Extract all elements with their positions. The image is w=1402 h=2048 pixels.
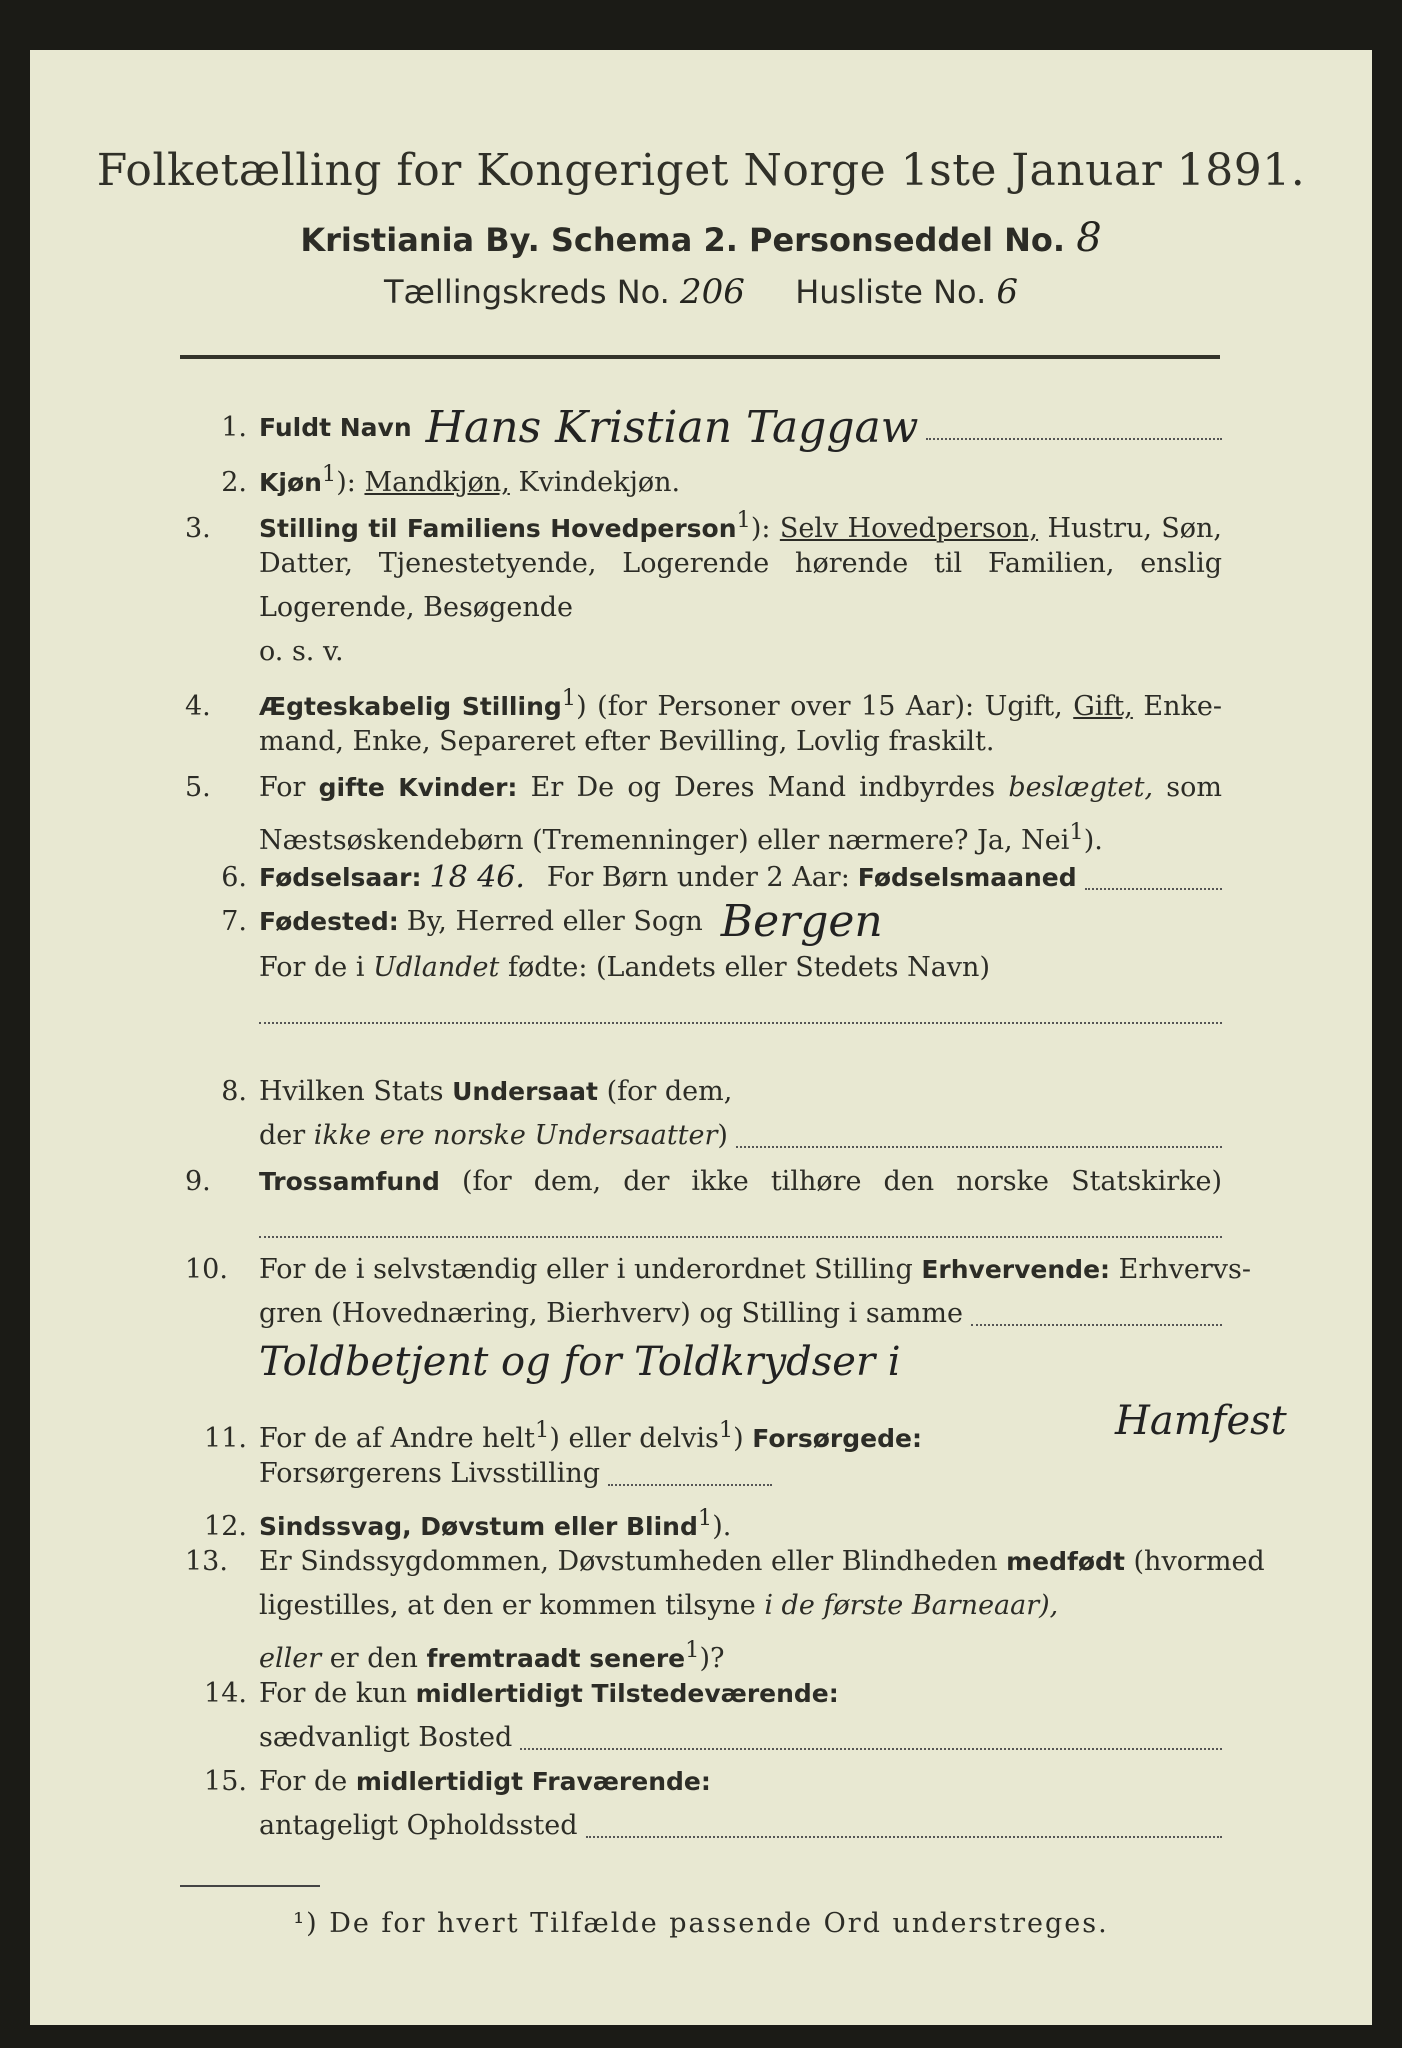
field-4-aegteskab: 4. Ægteskabelig Stilling$^1$) (for Personer over 15 Aar): Ugift, Gift, Enke- xyxy=(185,685,1222,722)
personseddel-label: Kristiania By. Schema 2. Personseddel No. xyxy=(300,221,1066,259)
occupation-value: Toldbetjent og for Toldkrydser i xyxy=(259,1339,901,1385)
field-6-fodselsaar: 6. Fødselsaar: 18 46. For Børn under 2 Aar: Fødselsmaaned xyxy=(185,856,1222,900)
field-10-erhverv: 10. For de i selvstændig eller i underordnet Stilling Erhvervende: Erhvervs- xyxy=(185,1254,1252,1285)
birth-year-value: 18 46. xyxy=(429,860,525,895)
field-1-fuldt-navn: 1. Fuldt Navn Hans Kristian Taggaw xyxy=(185,406,1222,450)
kreds-number: 206 xyxy=(679,272,745,312)
form-title: Folketælling for Kongeriget Norge 1ste Januar 1891. xyxy=(96,145,1306,196)
gender-selected: Mandkjøn, xyxy=(364,467,510,498)
marital-selected: Gift, xyxy=(1073,691,1133,722)
field-7-fodested: 7. Fødested: By, Herred eller Sogn Bergen xyxy=(221,896,883,947)
field-15-fravaerende: 15. For de midlertidigt Fraværende: xyxy=(204,1766,711,1797)
occupation-value-cont: Hamfest xyxy=(1115,1398,1287,1444)
field-14-tilstedevaerende: 14. For de kun midlertidigt Tilstedeværende: xyxy=(204,1678,839,1709)
position-selected: Selv Hovedperson, xyxy=(779,513,1039,544)
header-line-1 xyxy=(30,215,1372,261)
field-5-gifte-kvinder: 5. For gifte Kvinder: Er De og Deres Mand indbyrdes beslægtet, som xyxy=(185,772,1222,803)
footnote-rule xyxy=(180,1885,320,1887)
field-13-medfodt: 13. Er Sindssygdommen, Døvstumheden eller Blindheden medfødt (hvormed xyxy=(185,1546,1265,1577)
footnote: ¹) De for hvert Tilfælde passende Ord understreges. xyxy=(293,1908,1109,1939)
birthplace-value: Bergen xyxy=(720,896,883,947)
field-2-kjon: 2. Kjøn$^1$): Mandkjøn, Kvindekjøn. xyxy=(221,461,681,498)
field-8-undersaat: 8. Hvilken Stats Undersaat (for dem, xyxy=(221,1076,733,1107)
header-rule xyxy=(180,355,1220,359)
husliste-label: Husliste No. xyxy=(795,273,987,311)
field-9-trossamfund: 9. Trossamfund (for dem, der ikke tilhøre den norske Statskirke) xyxy=(185,1166,1222,1197)
field-12-sindssvag: 12. Sindssvag, Døvstum eller Blind$^1$). xyxy=(204,1505,732,1542)
name-value: Hans Kristian Taggaw xyxy=(425,402,919,453)
personseddel-number: 8 xyxy=(1076,215,1102,261)
header-line-2 xyxy=(30,272,1372,312)
husliste-number: 6 xyxy=(996,272,1019,312)
field-3-stilling: 3. Stilling til Familiens Hovedperson$^1$): Selv Hovedperson, Hustru, Søn, xyxy=(185,507,1223,544)
kreds-label: Tællingskreds No. xyxy=(383,273,670,311)
census-form: Folketælling for Kongeriget Norge 1ste Januar 1891. Kristiania By. Schema 2. Personseddel No. 8 Tællingskreds No. 206 Husliste No. 6 1. Fuldt Navn Hans Kristian Taggaw 2. Kjøn$^1$): Mandkjøn, Kvindekjøn. 3. Stilling til Familiens Hovedperson$^1$): Selv Hovedperson, Hustru, Søn, Datter, Tjenestetyende, Logerende hørende til Familien, enslig Logerende, Besøgende o. s. v. 4. Ægteskabelig Stilling$^1$) (for Personer over 15 Aar): Ugift, Gift, Enke- mand, Enke, Separeret efter Bevilling, Lovlig fraskilt. 5. For gifte Kvinder: Er De og Deres Mand indbyrdes beslægtet, som Næstsøskendebørn (Tremenninger) eller nærmere? Ja, Nei$^1$). 6. Fødselsaar: 18 46. For Børn under 2 Aar: Fødselsmaaned 7. Fødested: By, Herred eller Sogn Bergen For de i Udlandet fødte: (Landets eller Stedets Navn) 8. Hvilken Stats Undersaat (for dem, der ikke ere norske Undersaatter ) 9. Trossamfund (for dem, der ikke tilhøre den norske Statskirke) 10. For de i selvstændig eller i underordnet Stilling Erhvervende: Erhvervs- gren (Hovednæring, Bierhverv) og Stilling i samme Toldbetjent og for Toldkrydser i Hamfest 11. For de af Andre helt$^1$) eller delvis$^1$) Forsørgede: Forsørgerens Livsstilling 12. Sindssvag, Døvstum eller Blind$^1$). 13. Er Sindssygdommen, Døvstumheden eller Blindheden medfødt (hvormed ligestilles, at den er kommen tilsyne i de første Barneaar), eller er den fremtraadt senere$^1$)? 14. For de kun midlertidigt Tilstedeværende: sædvanligt Bosted 15. For de midlertidigt Fraværende: antageligt Opholdssted ¹) De for hvert Tilfælde passende Ord understreges. xyxy=(30,50,1372,2025)
field-11-forsorgede: 11. For de af Andre helt$^1$) eller delvis$^1$) Forsørgede: xyxy=(204,1417,922,1454)
